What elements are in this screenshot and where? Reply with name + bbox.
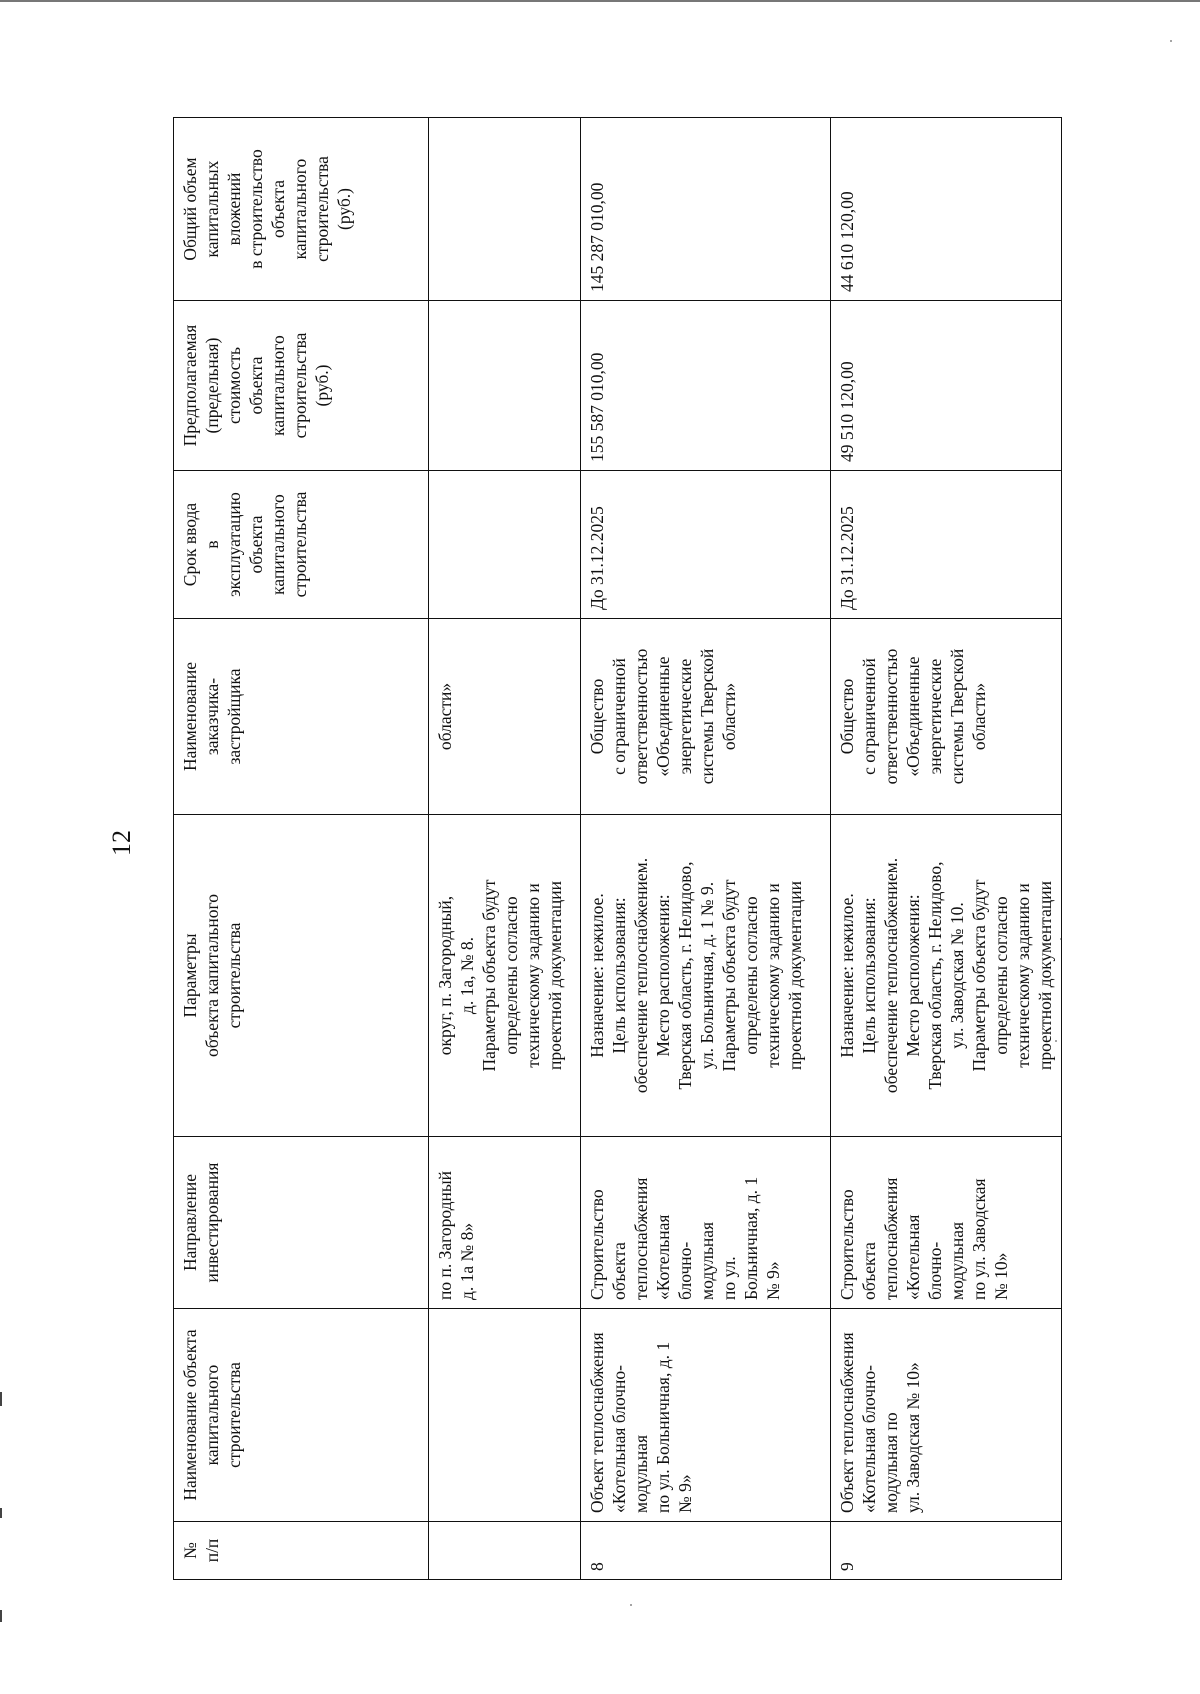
header-customer: Наименование заказчика- застройщика xyxy=(174,619,429,815)
header-cost: Предполагаемая (предельная) стоимость объекта капитального строительства (руб.) xyxy=(174,301,429,471)
row-total: 145 287 010,00 xyxy=(581,118,831,301)
row-deadline: До 31.12.2025 xyxy=(831,471,1062,619)
row-num: 8 xyxy=(581,1522,831,1580)
header-num: № п/п xyxy=(174,1522,429,1580)
header-parameters: Параметры объекта капитального строительства xyxy=(174,815,429,1137)
page-number: 12 xyxy=(107,830,136,856)
scan-speck xyxy=(1170,40,1172,42)
scan-edge-mark xyxy=(0,1610,2,1622)
header-total: Общий объем капитальных вложений в строительство объекта капитального строительства (руб.) xyxy=(174,118,429,301)
row-deadline xyxy=(429,471,581,619)
header-row xyxy=(174,118,429,1580)
row-num: 9 xyxy=(831,1522,1062,1580)
row-num xyxy=(429,1522,581,1580)
row-object-name xyxy=(429,1309,581,1522)
table-row xyxy=(831,118,1062,1580)
scan-speck xyxy=(630,1604,632,1606)
row-total: 44 610 120,00 xyxy=(831,118,1062,301)
capital-construction-table xyxy=(173,117,1062,1580)
row-deadline: До 31.12.2025 xyxy=(581,471,831,619)
row-customer: Общество с ограниченной ответственностью «Объединенные энергетические системы Тверской области» xyxy=(831,619,1062,815)
rotated-table-wrapper xyxy=(173,118,1055,1580)
row-parameters: Назначение: нежилое. Цель использования: обеспечение теплоснабжением. Место расположения: Тверская область, г. Нелидово, ул. Заводская № 10. Параметры объекта будут определены согласно техническому заданию и проектной документации xyxy=(831,815,1062,1137)
row-customer: Общество с ограниченной ответственностью «Объединенные энергетические системы Тверской области» xyxy=(581,619,831,815)
table-row xyxy=(581,118,831,1580)
header-direction: Направление инвестирования xyxy=(174,1137,429,1309)
scan-top-edge xyxy=(0,0,1200,2)
row-direction: по п. Загородный д. 1а № 8» xyxy=(429,1137,581,1309)
row-cost xyxy=(429,301,581,471)
row-cost: 49 510 120,00 xyxy=(831,301,1062,471)
row-total xyxy=(429,118,581,301)
row-parameters: округ, п. Загородный, д. 1а, № 8. Параметры объекта будут определены согласно техническому заданию и проектной документации xyxy=(429,815,581,1137)
row-parameters: Назначение: нежилое. Цель использования: обеспечение теплоснабжением. Место расположения: Тверская область, г. Нелидово, ул. Больничная, д. 1 № 9. Параметры объекта будут определены согласно техническому заданию и проектной документации xyxy=(581,815,831,1137)
scan-edge-mark xyxy=(0,1508,2,1518)
row-direction: Строительство объекта теплоснабжения «Котельная блочно- модульная по ул. Больничная, д. 1 № 9» xyxy=(581,1137,831,1309)
table-row xyxy=(429,118,581,1580)
row-direction: Строительство объекта теплоснабжения «Котельная блочно- модульная по ул. Заводская № 10» xyxy=(831,1137,1062,1309)
header-object-name: Наименование объекта капитального строительства xyxy=(174,1309,429,1522)
row-object-name: Объект теплоснабжения «Котельная блочно- модульная по ул. Больничная, д. 1 № 9» xyxy=(581,1309,831,1522)
row-cost: 155 587 010,00 xyxy=(581,301,831,471)
row-customer: области» xyxy=(429,619,581,815)
header-deadline: Срок ввода в эксплуатацию объекта капитального строительства xyxy=(174,471,429,619)
scan-edge-mark xyxy=(0,1392,2,1406)
row-object-name: Объект теплоснабжения «Котельная блочно- модульная по ул. Заводская № 10» xyxy=(831,1309,1062,1522)
